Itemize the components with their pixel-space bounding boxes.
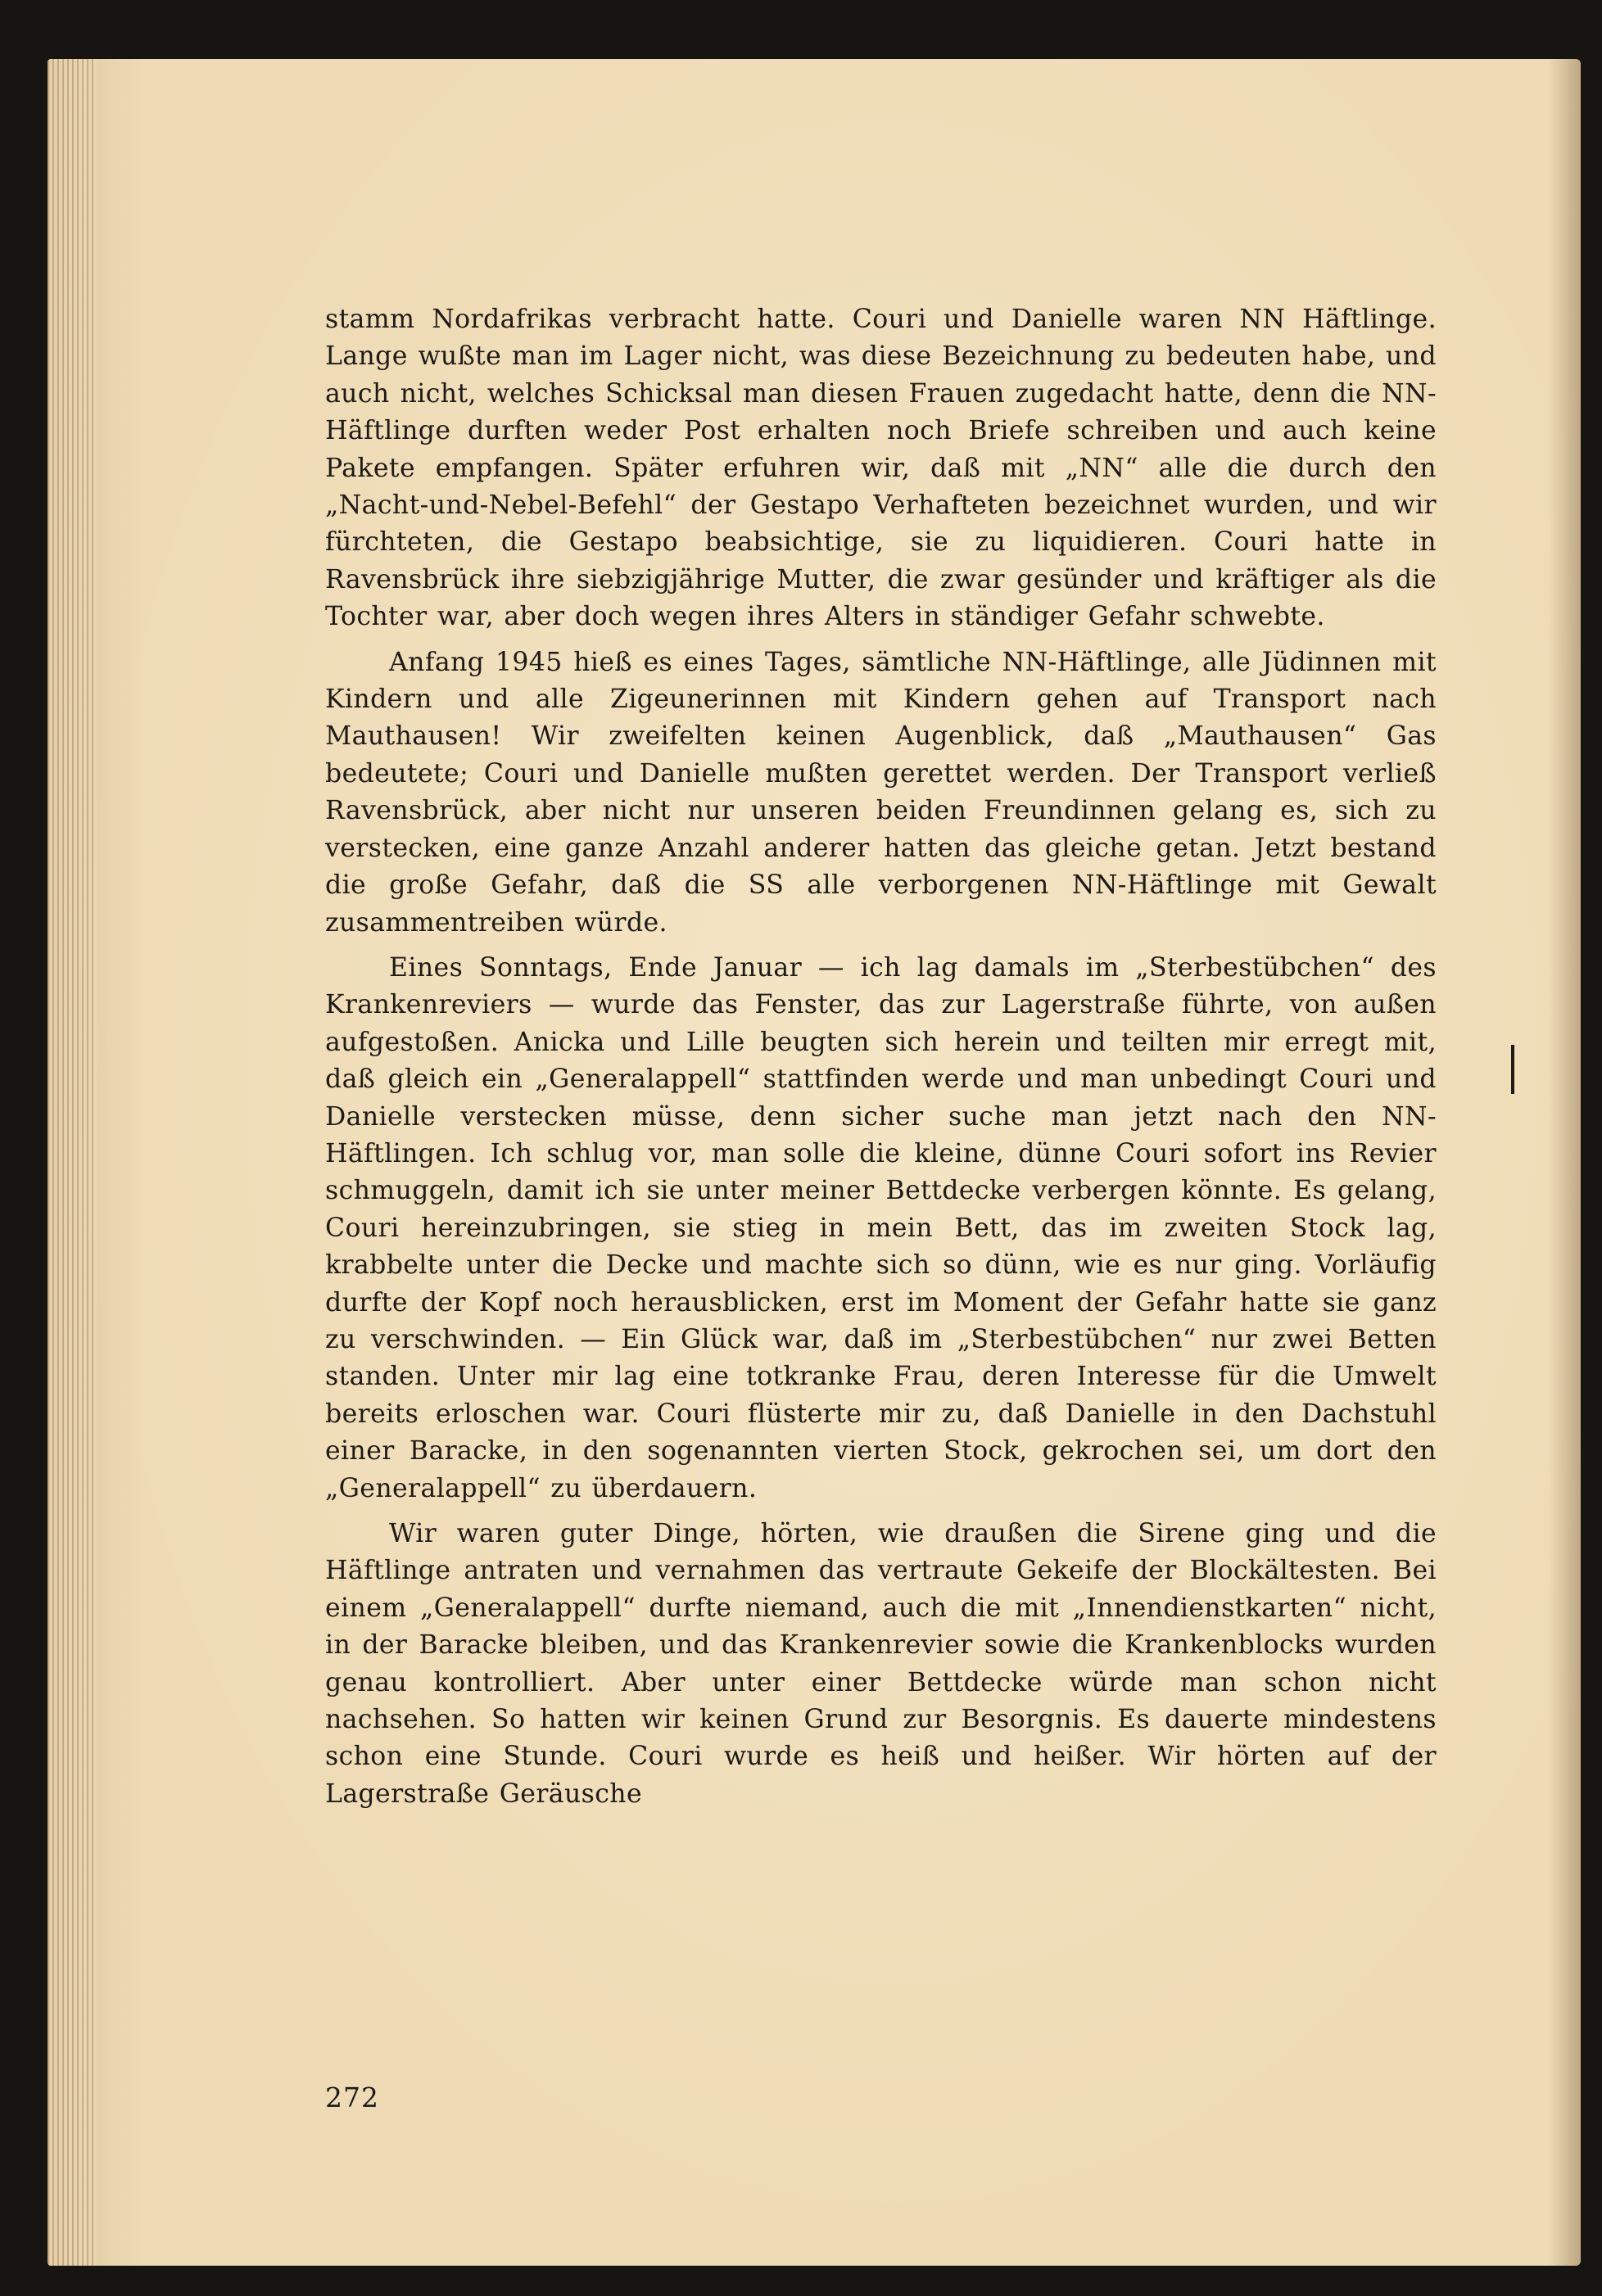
margin-mark	[1511, 1045, 1514, 1094]
page-number: 272	[325, 2081, 379, 2113]
paragraph-3: Eines Sonntags, Ende Januar — ich lag damals im „Sterbestübchen“ des Krankenreviers — wurde das Fenster, das zur Lagerstraße führte, von außen aufgestoßen. Anicka und Lille beugten sich herein und teilten mir erregt mit, daß gleich ein „Generalappell“ stattfinden werde und man unbedingt Couri und Danielle verstecken müsse, denn sicher suche man jetzt nach den NN-Häftlingen. Ich schlug vor, man solle die kleine, dünne Couri sofort ins Revier schmuggeln, damit ich sie unter meiner Bettdecke verbergen könnte. Es gelang, Couri hereinzubringen, sie stieg in mein Bett, das im zweiten Stock lag, krabbelte unter die Decke und machte sich so dünn, wie es nur ging. Vorläufig durfte der Kopf noch herausblicken, erst im Moment der Gefahr hatte sie ganz zu verschwinden. — Ein Glück war, daß im „Sterbestübchen“ nur zwei Betten standen. Unter mir lag eine totkranke Frau, deren Interesse für die Umwelt bereits erloschen war. Couri flüsterte mir zu, daß Danielle in den Dachstuhl einer Baracke, in den sogenannten vierten Stock, gekrochen sei, um dort den „Generalappell“ zu überdauern.	[325, 952, 1437, 1503]
spine-shadow	[1548, 59, 1581, 2266]
paragraph-1: stamm Nordafrikas verbracht hatte. Couri und Danielle waren NN Häftlinge. Lange wußte man im Lager nicht, was diese Bezeichnung zu bedeuten habe, und auch nicht, welches Schicksal man diesen Frauen zugedacht hatte, denn die NN-Häftlinge durften weder Post erhalten noch Briefe schreiben und auch keine Pakete empfangen. Später erfuhren wir, daß mit „NN“ alle die durch den „Nacht-und-Nebel-Befehl“ der Gestapo Verhafteten bezeichnet wurden, und wir fürchteten, die Gestapo beabsichtige, sie zu liquidieren. Couri hatte in Ravensbrück ihre siebzigjährige Mutter, die zwar gesünder und kräftiger als die Tochter war, aber doch wegen ihres Alters in ständiger Gefahr schwebte.	[325, 305, 1437, 632]
book-page	[48, 59, 1581, 2266]
page-edges-stack	[48, 59, 97, 2266]
paragraph-2: Anfang 1945 hieß es eines Tages, sämtliche NN-Häftlinge, alle Jüdinnen mit Kindern und alle Zigeunerinnen mit Kindern gehen auf Transport nach Mauthausen! Wir zweifelten keinen Augenblick, daß „Mauthausen“ Gas bedeutete; Couri und Danielle mußten gerettet werden. Der Transport verließ Ravensbrück, aber nicht nur unseren beiden Freundinnen gelang es, sich zu verstecken, eine ganze Anzahl anderer hatten das gleiche getan. Jetzt bestand die große Gefahr, daß die SS alle verborgenen NN-Häftlinge mit Gewalt zusammentreiben würde.	[325, 647, 1437, 938]
paragraph-4: Wir waren guter Dinge, hörten, wie draußen die Sirene ging und die Häftlinge antraten und vernahmen das vertraute Gekeife der Blockältesten. Bei einem „Generalappell“ durfte niemand, auch die mit „Innendienstkarten“ nicht, in der Baracke bleiben, und das Krankenrevier sowie die Krankenblocks wurden genau kontrolliert. Aber unter einer Bettdecke würde man schon nicht nachsehen. So hatten wir keinen Grund zur Besorgnis. Es dauerte mindestens schon eine Stunde. Couri wurde es heiß und heißer. Wir hörten auf der Lagerstraße Geräusche	[325, 1519, 1437, 1809]
body-text	[325, 301, 1437, 1813]
